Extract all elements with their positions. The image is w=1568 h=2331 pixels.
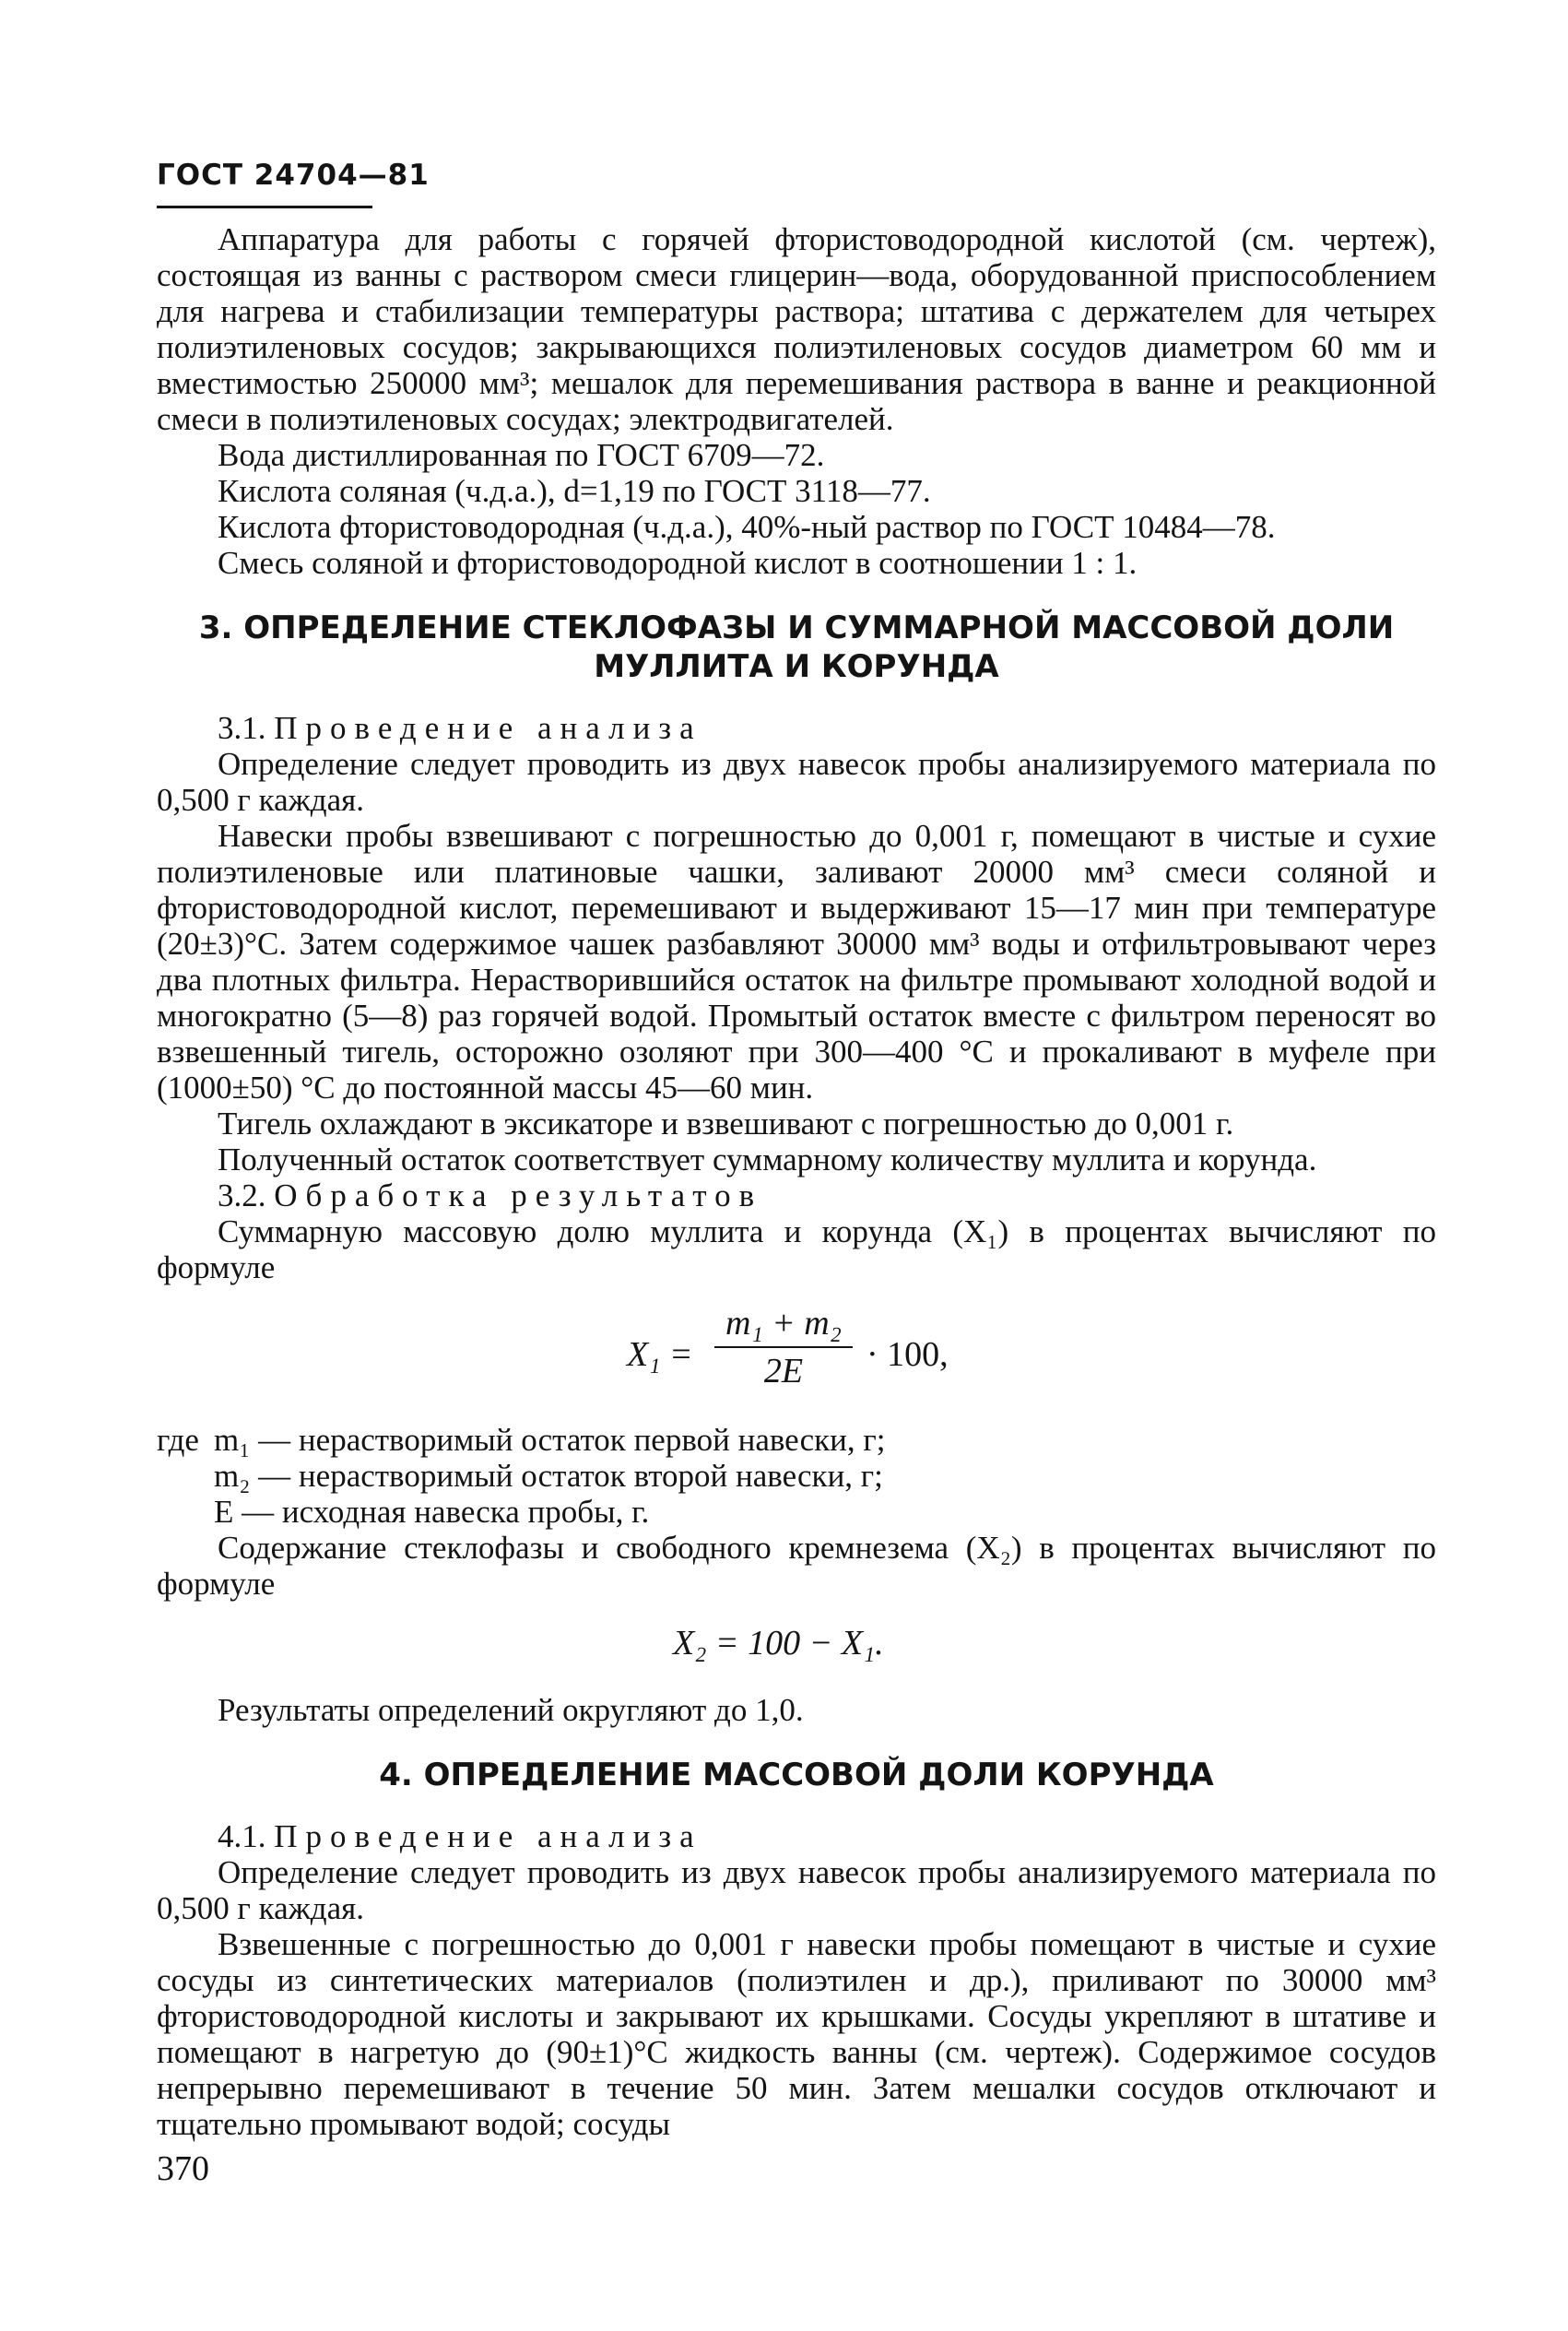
formula-x1-multiplier: · 100,	[867, 1335, 949, 1374]
subsection-4-1-label: Проведение анализа	[274, 1818, 702, 1854]
variable-definitions	[157, 1422, 1436, 1530]
section-3-paragraph-2: Навески пробы взвешивают с погрешностью до 0,001 г, помещают в чистые и сухие полиэтиленовые или платиновые чашки, заливают 20000 мм³ смеси соляной и фтористоводородной кислот, перемешивают и выдерживают 15—17 мин при температуре (20±3)°С. Затем содержимое чашек разбавляют 30000 мм³ воды и отфильтровывают через два плотных фильтра. Нерастворившийся остаток на фильтре промывают холодной водой и многократно (5—8) раз горячей водой. Промытый остаток вместе с фильтром переносят во взвешенный тигель, осторожно озоляют при 300—400 °С и прокаливают в муфеле при (1000±50) °С до постоянной массы 45—60 мин.	[157, 818, 1436, 1106]
section-3-heading-line2: МУЛЛИТА И КОРУНДА	[594, 648, 999, 685]
formula-x2	[157, 1615, 1436, 1674]
section-3-heading-line1: 3. ОПРЕДЕЛЕНИЕ СТЕКЛОФАЗЫ И СУММАРНОЙ МАССОВОЙ ДОЛИ	[198, 609, 1395, 646]
section-3-paragraph-1: Определение следует проводить из двух навесок пробы анализируемого материала по 0,500 г каждая.	[157, 746, 1436, 818]
formula-x1-numerator: m₁ + m₂	[725, 1304, 842, 1343]
page-body	[157, 221, 1436, 2142]
section-4-paragraph-1: Определение следует проводить из двух навесок пробы анализируемого материала по 0,500 г каждая.	[157, 1854, 1436, 1926]
formula-x1-lhs: X₁ =	[627, 1335, 693, 1374]
section-4-paragraph-2: Взвешенные с погрешностью до 0,001 г навески пробы помещают в чистые и сухие сосуды из синтетических материалов (полиэтилен и др.), приливают по 30000 мм³ фтористоводородной кислоты и закрывают их крышками. Сосуды укрепляют в штативе и помещают в нагретую до (90±1)°С жидкость ванны (см. чертеж). Содержимое сосудов непрерывно перемешивают в течение 50 мин. Затем мешалки сосудов отключают и тщательно промывают водой; сосуды	[157, 1926, 1436, 2142]
subsection-3-2-number: 3.2.	[218, 1177, 266, 1213]
section-3-paragraph-7: Результаты определений округляют до 1,0.	[218, 1692, 804, 1728]
section-3-heading	[157, 609, 1436, 686]
formula-x2-text: X₂ = 100 − X₁.	[673, 1624, 884, 1662]
apparatus-paragraph: Аппаратура для работы с горячей фтористоводородной кислотой (см. чертеж), состоящая из ванны с раствором смеси глицерин—вода, оборудованной приспособлением для нагрева и стабилизации температуры раствора; штатива с держателем для четырех полиэтиленовых сосудов; закрывающихся полиэтиленовых сосудов диаметром 60 мм и вместимостью 250000 мм³; мешалок для перемешивания раствора в ванне и реакционной смеси в полиэтиленовых сосудах; электродвигателей.	[157, 221, 1436, 437]
where-word: где	[157, 1422, 199, 1458]
definition-m1-text: m₁ — нерастворимый остаток первой навески, г;	[214, 1422, 886, 1458]
subsection-4-1-title	[157, 1818, 1436, 1854]
section-3-paragraph-3: Тигель охлаждают в эксикаторе и взвешивают с погрешностью до 0,001 г.	[218, 1106, 1234, 1142]
definition-e	[157, 1494, 1436, 1530]
formula-x1-denominator: 2E	[763, 1352, 804, 1390]
formula-x1	[157, 1302, 1436, 1413]
definition-m2	[157, 1458, 1436, 1494]
definition-m1	[157, 1422, 1436, 1458]
subsection-4-1-number: 4.1.	[218, 1818, 266, 1854]
page-header: ГОСТ 24704—81	[157, 159, 430, 192]
formula-x1-fraction	[714, 1302, 853, 1392]
header-underline	[157, 206, 372, 208]
section-3-paragraph-6: Содержание стеклофазы и свободного кремнезема (X₂) в процентах вычисляют по формуле	[157, 1530, 1436, 1602]
definition-e-text: E — исходная навеска пробы, г.	[214, 1494, 650, 1530]
page-number: 370	[157, 2149, 209, 2188]
acid-mixture-paragraph: Смесь соляной и фтористоводородной кислот в соотношении 1 : 1.	[218, 545, 1138, 581]
hydrofluoric-acid-paragraph: Кислота фтористоводородная (ч.д.а.), 40%-ный раствор по ГОСТ 10484—78.	[218, 509, 1276, 545]
subsection-3-2-title	[157, 1177, 1436, 1213]
subsection-3-1-number: 3.1.	[218, 710, 266, 746]
section-3-paragraph-4: Полученный остаток соответствует суммарному количеству муллита и корунда.	[218, 1142, 1317, 1177]
subsection-3-1-title	[157, 710, 1436, 746]
subsection-3-1-label: Проведение анализа	[274, 710, 702, 746]
section-3-paragraph-5: Суммарную массовую долю муллита и корунда (X₁) в процентах вычисляют по формуле	[157, 1213, 1436, 1285]
section-4-heading: 4. ОПРЕДЕЛЕНИЕ МАССОВОЙ ДОЛИ КОРУНДА	[379, 1757, 1214, 1793]
water-paragraph: Вода дистиллированная по ГОСТ 6709—72.	[218, 437, 825, 473]
definition-m2-text: m₂ — нерастворимый остаток второй навески, г;	[214, 1458, 883, 1494]
hydrochloric-acid-paragraph: Кислота соляная (ч.д.а.), d=1,19 по ГОСТ 3118—77.	[218, 473, 931, 509]
subsection-3-2-label: Обработка результатов	[274, 1177, 763, 1213]
fraction-bar	[714, 1346, 853, 1348]
